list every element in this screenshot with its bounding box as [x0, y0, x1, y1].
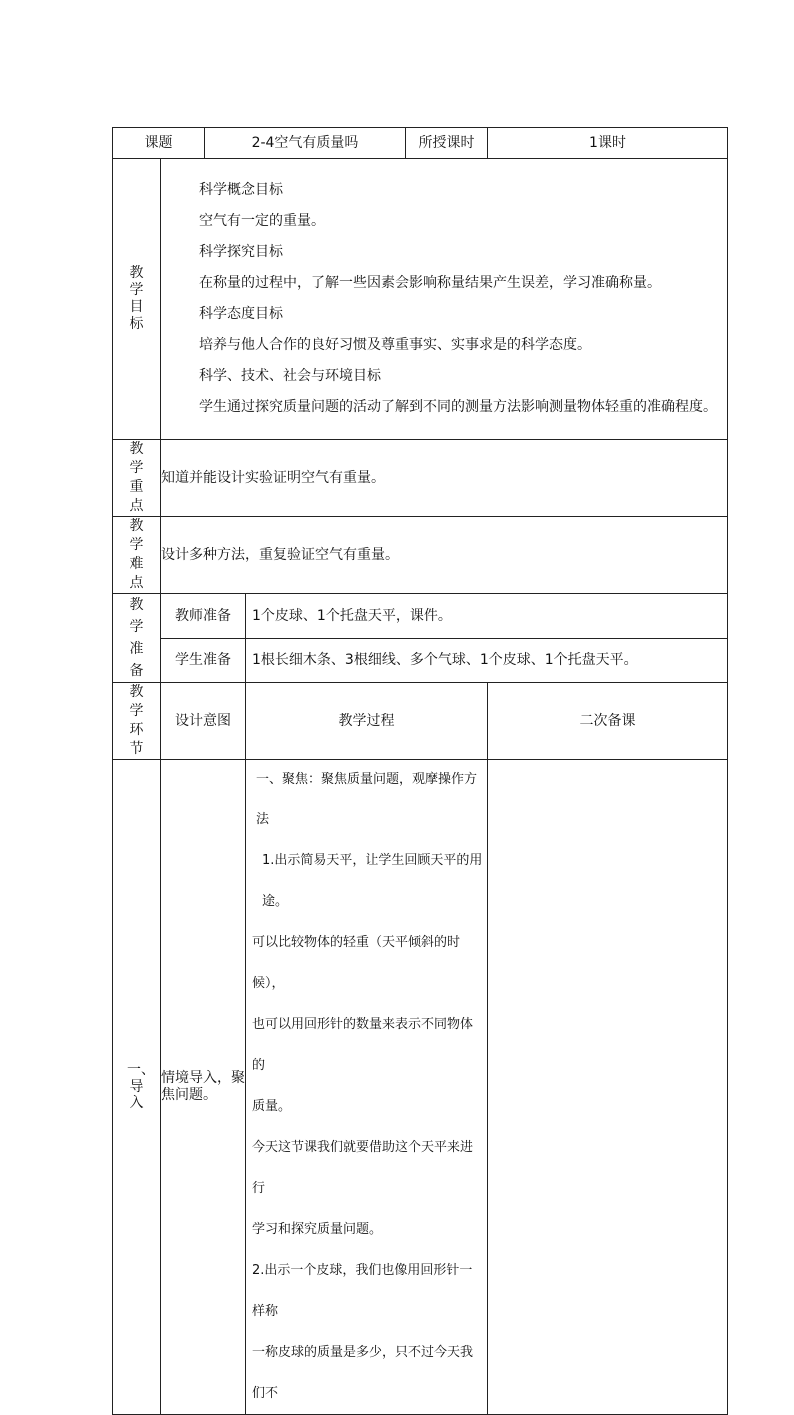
- section-intro-row: [113, 760, 728, 1415]
- process-line: 一、聚焦：聚焦质量问题，观摩操作方法: [256, 772, 478, 827]
- difficulty-row: [113, 517, 728, 594]
- goal-paragraph: 培养与他人合作的良好习惯及尊重事实、实事求是的科学态度。: [199, 337, 591, 353]
- goals-row: [113, 159, 728, 440]
- goal-paragraph: 学生通过探究质量问题的活动了解到不同的测量方法影响测量物体轻重的准确程度。: [199, 399, 717, 415]
- second-prep-intro: [488, 760, 728, 1415]
- preparation-label: 教学准备: [113, 594, 161, 683]
- goal-paragraph: 科学态度目标: [199, 306, 283, 322]
- goal-paragraph: 科学、技术、社会与环境目标: [199, 368, 381, 384]
- process-line: 今天这节课我们就要借助这个天平来进行: [252, 1140, 474, 1196]
- process-line: 质量。: [252, 1099, 292, 1114]
- hours-label: 所授课时: [406, 128, 488, 159]
- process-line: 学习和探究质量问题。: [252, 1222, 383, 1237]
- difficulty-text: 设计多种方法，重复验证空气有重量。: [161, 517, 728, 594]
- hours-value: 1课时: [488, 128, 728, 159]
- topic-label: 课题: [113, 128, 205, 159]
- student-prep-row: [113, 639, 728, 683]
- goal-paragraph: 科学探究目标: [199, 244, 283, 260]
- process-line: 2.出示一个皮球，我们也像用回形针一样称: [252, 1263, 473, 1319]
- key-point-text: 知道并能设计实验证明空气有重量。: [161, 440, 728, 517]
- topic-value: 2-4空气有质量吗: [205, 128, 406, 159]
- process-line: 一称皮球的质量是多少，只不过今天我们不: [252, 1345, 474, 1401]
- goal-paragraph: 空气有一定的重量。: [199, 213, 325, 229]
- lesson-plan-table: [112, 127, 728, 1415]
- goals-content: [161, 159, 728, 440]
- student-prep-label: 学生准备: [161, 639, 246, 683]
- goal-paragraph: 科学概念目标: [199, 182, 283, 198]
- difficulty-label: 教学难点: [113, 517, 161, 594]
- goals-label: 教学目标: [113, 159, 161, 440]
- key-point-label: 教学重点: [113, 440, 161, 517]
- goal-paragraph: 在称量的过程中，了解一些因素会影响称量结果产生误差，学习准确称量。: [199, 275, 661, 291]
- teacher-prep-row: [113, 594, 728, 639]
- design-header: 设计意图: [161, 683, 246, 760]
- teacher-prep-text: 1个皮球、1个托盘天平，课件。: [246, 594, 728, 639]
- topic-row: [113, 128, 728, 159]
- stage-header: 教学环节: [113, 683, 161, 760]
- second-prep-header: 二次备课: [488, 683, 728, 760]
- process-header-row: [113, 683, 728, 760]
- process-intro: [246, 760, 488, 1415]
- process-line: 也可以用回形针的数量来表示不同物体的: [252, 1017, 474, 1073]
- process-header: 教学过程: [246, 683, 488, 760]
- key-point-row: [113, 440, 728, 517]
- process-line: 可以比较物体的轻重（天平倾斜的时候），: [252, 935, 461, 991]
- teacher-prep-label: 教师准备: [161, 594, 246, 639]
- stage-intro: 一、导入: [113, 760, 161, 1415]
- design-intro: 情境导入，聚焦问题。: [161, 760, 246, 1415]
- process-line: 1.出示简易天平，让学生回顾天平的用途。: [262, 853, 483, 909]
- student-prep-text: 1根长细木条、3根细线、多个气球、1个皮球、1个托盘天平。: [246, 639, 728, 683]
